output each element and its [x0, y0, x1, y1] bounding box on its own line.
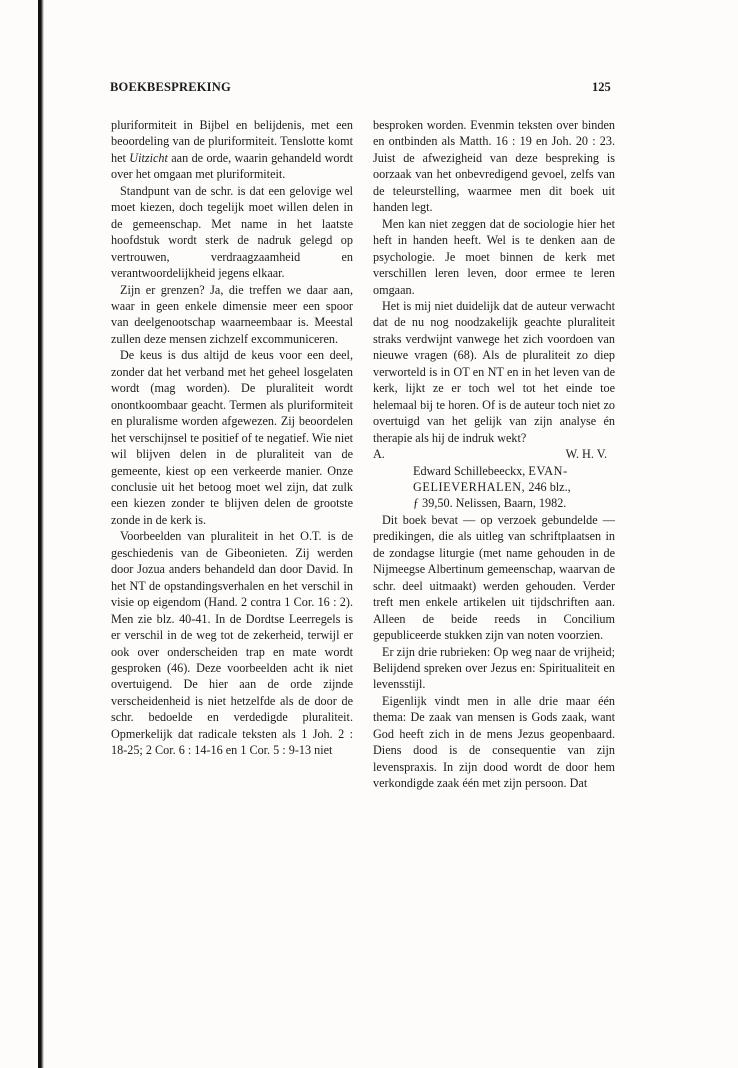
paragraph: De keus is dus altijd de keus voor een deel, zonder dat het verband met het geheel losgelaten wordt (mag worden). De pluraliteit wordt onontkoombaar geacht. Termen als pluriformiteit en pluralisme worden afgewezen. Zij beoordelen het verschijnsel te positief of te negatief. Wie niet wil blijven delen in de pluraliteit van de gemeente, kiest op een verkeerde manier. Onze conclusie uit het betoog moet wel zijn, dat zulk een kiezen zonder te blijven delen de grootste zonde in de kerk is.: [111, 348, 353, 527]
book-title-part2: GELIEVERHALEN,: [413, 479, 526, 494]
paragraph: Standpunt van de schr. is dat een gelovige wel moet kiezen, doch tegelijk moet willen delen in de gemeenschap. Met name in het laatste hoofdstuk wordt sterk de nadruk gelegd op vertrouwen, verdraagzaamheid en verantwoordelijkheid jegens elkaar.: [111, 183, 353, 281]
book-title-part1: EVAN-: [528, 463, 568, 478]
paragraph: Eigenlijk vindt men in alle drie maar één thema: De zaak van mensen is Gods zaak, want God heeft zich in de mens Jezus geopenbaard. Diens dood is de consequentie van zijn levenspraxis. In zijn dood wordt de door hem verkondigde zaak één met zijn persoon. Dat: [373, 693, 615, 791]
paragraph: Voorbeelden van pluraliteit in het O.T. is de geschiedenis van de Gibeonieten. Zij werden door Jozua anders behandeld dan door David. In het NT de opstandingsverhalen en het verschil in visie op eigendom (Hand. 2 contra 1 Cor. 16 : 2). Men zie blz. 40-41. In de Dordtse Leerregels is er verschil in de weg tot de zekerheid, terwijl er ook over onderscheiden trap en mate wordt gesproken (46). Deze voorbeelden acht ik niet overtuigend. De hier aan de orde zijnde verscheidenheid is niet hetzelfde als de door de schr. bedoelde en verdedigde pluraliteit. Opmerkelijk dat radicale teksten als 1 Joh. 2 : 18-25; 2 Cor. 6 : 14-16 en 1 Cor. 5 : 9-13 niet: [111, 529, 353, 758]
paragraph: Er zijn drie rubrieken: Op weg naar de vrijheid; Belijdend spreken over Jezus en: Spiritualiteit en levensstijl.: [373, 644, 615, 692]
page-margin-line: [38, 0, 44, 1068]
book-author: Edward Schillebeeckx,: [413, 463, 526, 478]
book-pages: 246 blz.,: [528, 479, 571, 494]
paragraph: Men kan niet zeggen dat de sociologie hier het heft in handen heeft. Wel is te denken aan de psychologie. Je moet binnen de kerk met verschillen leren leven, door ermee te leren omgaan.: [373, 216, 615, 297]
right-column: [373, 117, 615, 792]
signature-name: W. H. V.: [565, 447, 607, 462]
paragraph: besproken worden. Evenmin teksten over binden en ontbinden als Matth. 16 : 19 en Joh. 20 : 23. Juist de afwezigheid van deze bespreking is oorzaak van het onbevredigend gevoel, zelfs van de teleurstelling, waarmee men dit boek uit handen legt.: [373, 118, 615, 215]
paragraph: Zijn er grenzen? Ja, die treffen we daar aan, waar in geen enkele dimensie meer een spoor van deelgenootschap waarneembaar is. Meestal zullen deze mensen zichzelf excommuniceren.: [111, 282, 353, 346]
paragraph: pluriformiteit in Bijbel en belijdenis, met een beoordeling van de pluriformiteit. Tenslotte komt het Uitzicht aan de orde, waarin gehandeld wordt over het omgaan met pluriformiteit.: [111, 118, 353, 182]
signature-initial: A.: [373, 447, 385, 462]
running-header-section: BOEKBESPREKING: [110, 80, 231, 94]
paragraph: Dit boek bevat — op verzoek gebundelde — predikingen, die als uitleg van schriftplaatsen in de zondagse liturgie (met name gehouden in de Nijmeegse Albertinum gemeenschap, waarvan de schr. deel uitmaakt) werden gehouden. Verder treft men enkele artikelen uit tijdschriften aan. Alleen de beide reeds in Concilium gepubliceerde stukken zijn van noten voorzien.: [373, 512, 615, 643]
reviewer-signature: [373, 446, 615, 462]
paragraph: Het is mij niet duidelijk dat de auteur verwacht dat de nu nog noodzakelijk geachte pluraliteit straks verdwijnt vanwege het zich voordoen van nieuwe vragen (68). Als de pluraliteit zo diep verworteld is in OT en NT en in het leven van de kerk, lijkt ze er toch wel tot het einde toe helemaal bij te horen. Of is de auteur toch niet zo overtuigd van het gelijk van zijn analyse én therapie als hij de indruk wekt?: [373, 298, 615, 445]
page-number: 125: [592, 80, 611, 94]
left-column: [111, 117, 353, 759]
bibliographic-entry: [373, 463, 615, 512]
book-price-publisher: ƒ 39,50. Nelissen, Baarn, 1982.: [413, 496, 567, 511]
